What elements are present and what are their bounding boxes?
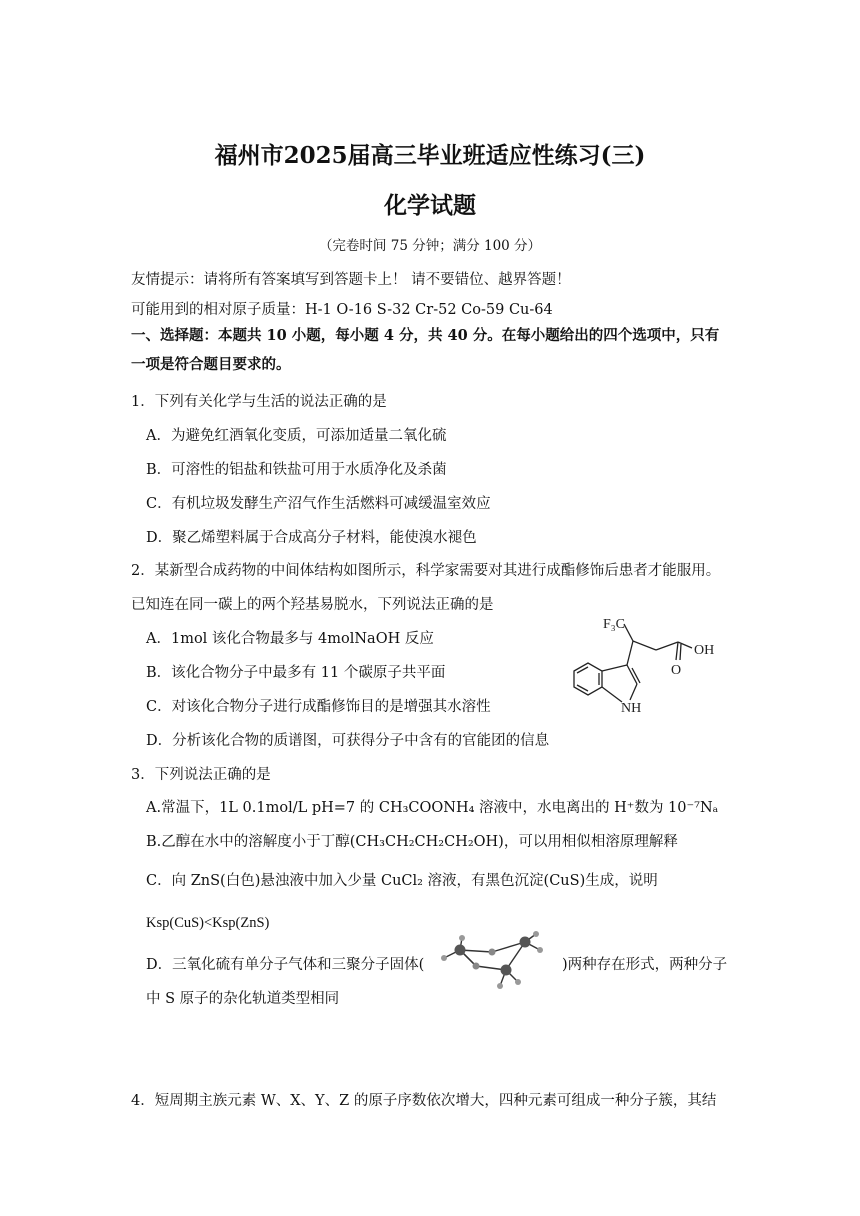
carbonyl-o-label: O bbox=[671, 663, 682, 678]
section1-heading-line1: 一、选择题：本题共 10 小题，每小题 4 分，共 40 分。在每小题给出的四个选项中，只有 bbox=[131, 327, 720, 344]
q3-ksp-formula: Ksp(CuS)<Ksp(ZnS) bbox=[146, 915, 270, 931]
exam-info: （完卷时间 75 分钟；满分 100 分） bbox=[318, 238, 542, 254]
q3-option-d-part2: )两种存在形式，两种分子 bbox=[562, 957, 728, 973]
oh-label: OH bbox=[694, 643, 715, 658]
q1-option-c: C．有机垃圾发酵生产沼气作生活燃料可减缓温室效应 bbox=[146, 496, 491, 512]
q2-option-c: C．对该化合物分子进行成酯修饰目的是增强其水溶性 bbox=[146, 699, 491, 715]
q2-stem-line1: 2．某新型合成药物的中间体结构如图所示，科学家需要对其进行成酯修饰后患者才能服用。 bbox=[131, 563, 721, 579]
q3-option-c: C．向 ZnS(白色)悬浊液中加入少量 CuCl₂ 溶液，有黑色沉淀(CuS)生成，说明 bbox=[146, 873, 658, 889]
q3-option-b: B.乙醇在水中的溶解度小于丁醇(CH₃CH₂CH₂CH₂OH)，可以用相似相溶原理解释 bbox=[146, 834, 678, 850]
nh-label: NH bbox=[621, 701, 642, 716]
q1-option-b: B．可溶性的铝盐和铁盐可用于水质净化及杀菌 bbox=[146, 462, 447, 478]
q2-option-d: D．分析该化合物的质谱图，可获得分子中含有的官能团的信息 bbox=[146, 733, 550, 749]
exam-title: 福州市2025届高三毕业班适应性练习(三) bbox=[214, 142, 646, 169]
exam-subtitle: 化学试题 bbox=[384, 192, 476, 219]
exam-tip: 友情提示：请将所有答案填写到答题卡上！ 请不要错位、越界答题！ bbox=[131, 272, 571, 288]
atomic-masses: 可能用到的相对原子质量：H-1 O-16 S-32 Cr-52 Co-59 Cu-64 bbox=[131, 302, 553, 318]
q3-option-d-part1: D．三氧化硫有单分子气体和三聚分子固体( bbox=[146, 957, 425, 973]
so3-trimer-figure bbox=[440, 930, 560, 994]
q2-option-b: B．该化合物分子中最多有 11 个碳原子共平面 bbox=[146, 665, 446, 681]
q1-option-a: A．为避免红酒氧化变质，可添加适量二氧化硫 bbox=[146, 428, 447, 444]
q1-stem: 1．下列有关化学与生活的说法正确的是 bbox=[131, 394, 387, 410]
q3-option-a: A.常温下，1L 0.1mol/L pH=7 的 CH₃COONH₄ 溶液中，水电离出的 H⁺数为 10⁻⁷Nₐ bbox=[146, 800, 719, 816]
q2-stem-line2: 已知连在同一碳上的两个羟基易脱水，下列说法正确的是 bbox=[131, 597, 494, 613]
q1-option-d: D．聚乙烯塑料属于合成高分子材料，能使溴水褪色 bbox=[146, 530, 477, 546]
q2-option-a: A．1mol 该化合物最多与 4molNaOH 反应 bbox=[146, 631, 434, 647]
section1-heading-line2: 一项是符合题目要求的。 bbox=[131, 356, 291, 373]
q3-stem: 3．下列说法正确的是 bbox=[131, 767, 271, 783]
q2-structure-figure bbox=[560, 608, 740, 722]
q3-option-d-line2: 中 S 原子的杂化轨道类型相同 bbox=[146, 991, 340, 1007]
cf3-label: F₃C bbox=[603, 617, 626, 632]
q4-stem: 4．短周期主族元素 W、X、Y、Z 的原子序数依次增大，四种元素可组成一种分子簇，其结 bbox=[131, 1093, 717, 1109]
